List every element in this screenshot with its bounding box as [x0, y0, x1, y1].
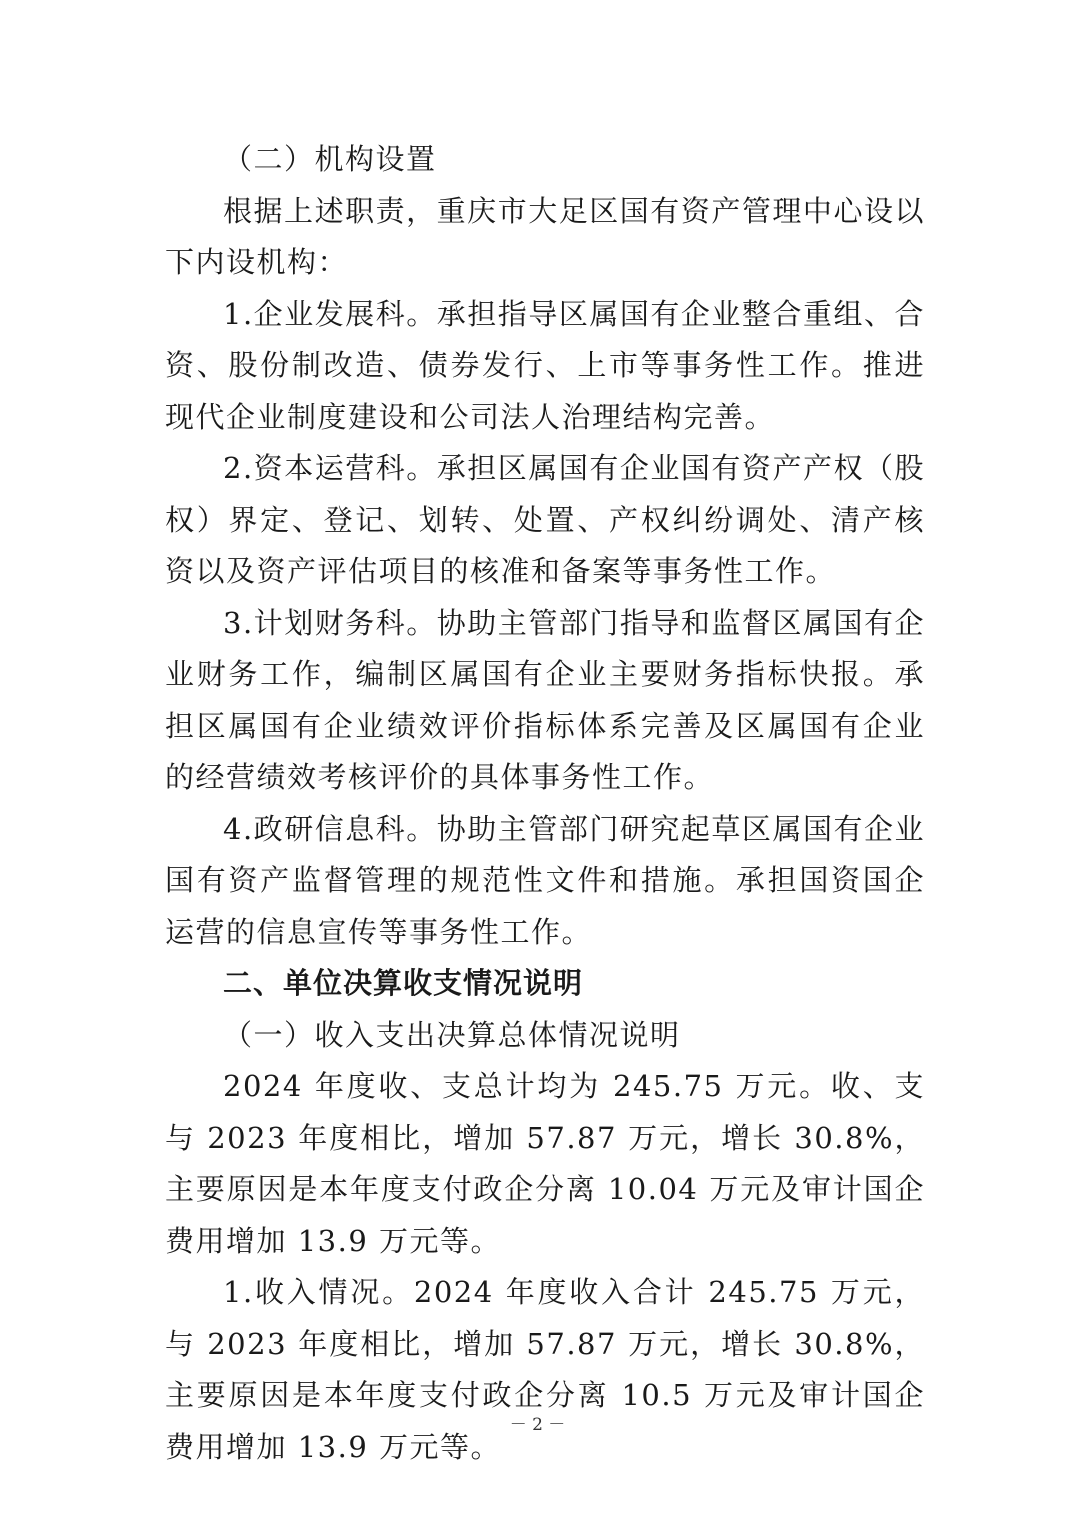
- paragraph-internal-units: 根据上述职责，重庆市大足区国有资产管理中心设以下内设机构：: [165, 193, 925, 279]
- paragraph-capital-ops: 2.资本运营科。承担区属国有企业国有资产产权（股权）界定、登记、划转、处置、产权纠纷调处、清产核资以及资产评估项目的核准和备案等事务性工作。: [165, 451, 925, 588]
- paragraph-policy-research: 4.政研信息科。协助主管部门研究起草区属国有企业国有资产监督管理的规范性文件和措施。承担国资国企运营的信息宣传等事务性工作。: [165, 811, 925, 949]
- section-heading-budget: 二、单位决算收支情况说明: [223, 966, 584, 1000]
- subheading-org-setup: （二）机构设置: [223, 142, 437, 176]
- page-number: － 2 －: [509, 1415, 566, 1435]
- paragraph-totals-2024: 2024 年度收、支总计均为 245.75 万元。收、支与 2023 年度相比，增加 57.87 万元，增长 30.8%，主要原因是本年度支付政企分离 10.04 万元及审计国企费用增加 13.9 万元等。: [165, 1069, 925, 1258]
- paragraph-enterprise-dev: 1.企业发展科。承担指导区属国有企业整合重组、合资、股份制改造、债券发行、上市等事务性工作。推进现代企业制度建设和公司法人治理结构完善。: [165, 296, 925, 434]
- paragraph-planning-finance: 3.计划财务科。协助主管部门指导和监督区属国有企业财务工作，编制区属国有企业主要财务指标快报。承担区属国有企业绩效评价指标体系完善及区属国有企业的经营绩效考核评价的具体事务性工作。: [165, 605, 925, 794]
- paragraph-income: 1.收入情况。2024 年度收入合计 245.75 万元，与 2023 年度相比，增加 57.87 万元，增长 30.8%，主要原因是本年度支付政企分离 10.5 万元及审计国企费用增加 13.9 万元等。: [165, 1275, 925, 1464]
- document-body: [165, 134, 925, 1473]
- subheading-income-expense: （一）收入支出决算总体情况说明: [223, 1017, 681, 1052]
